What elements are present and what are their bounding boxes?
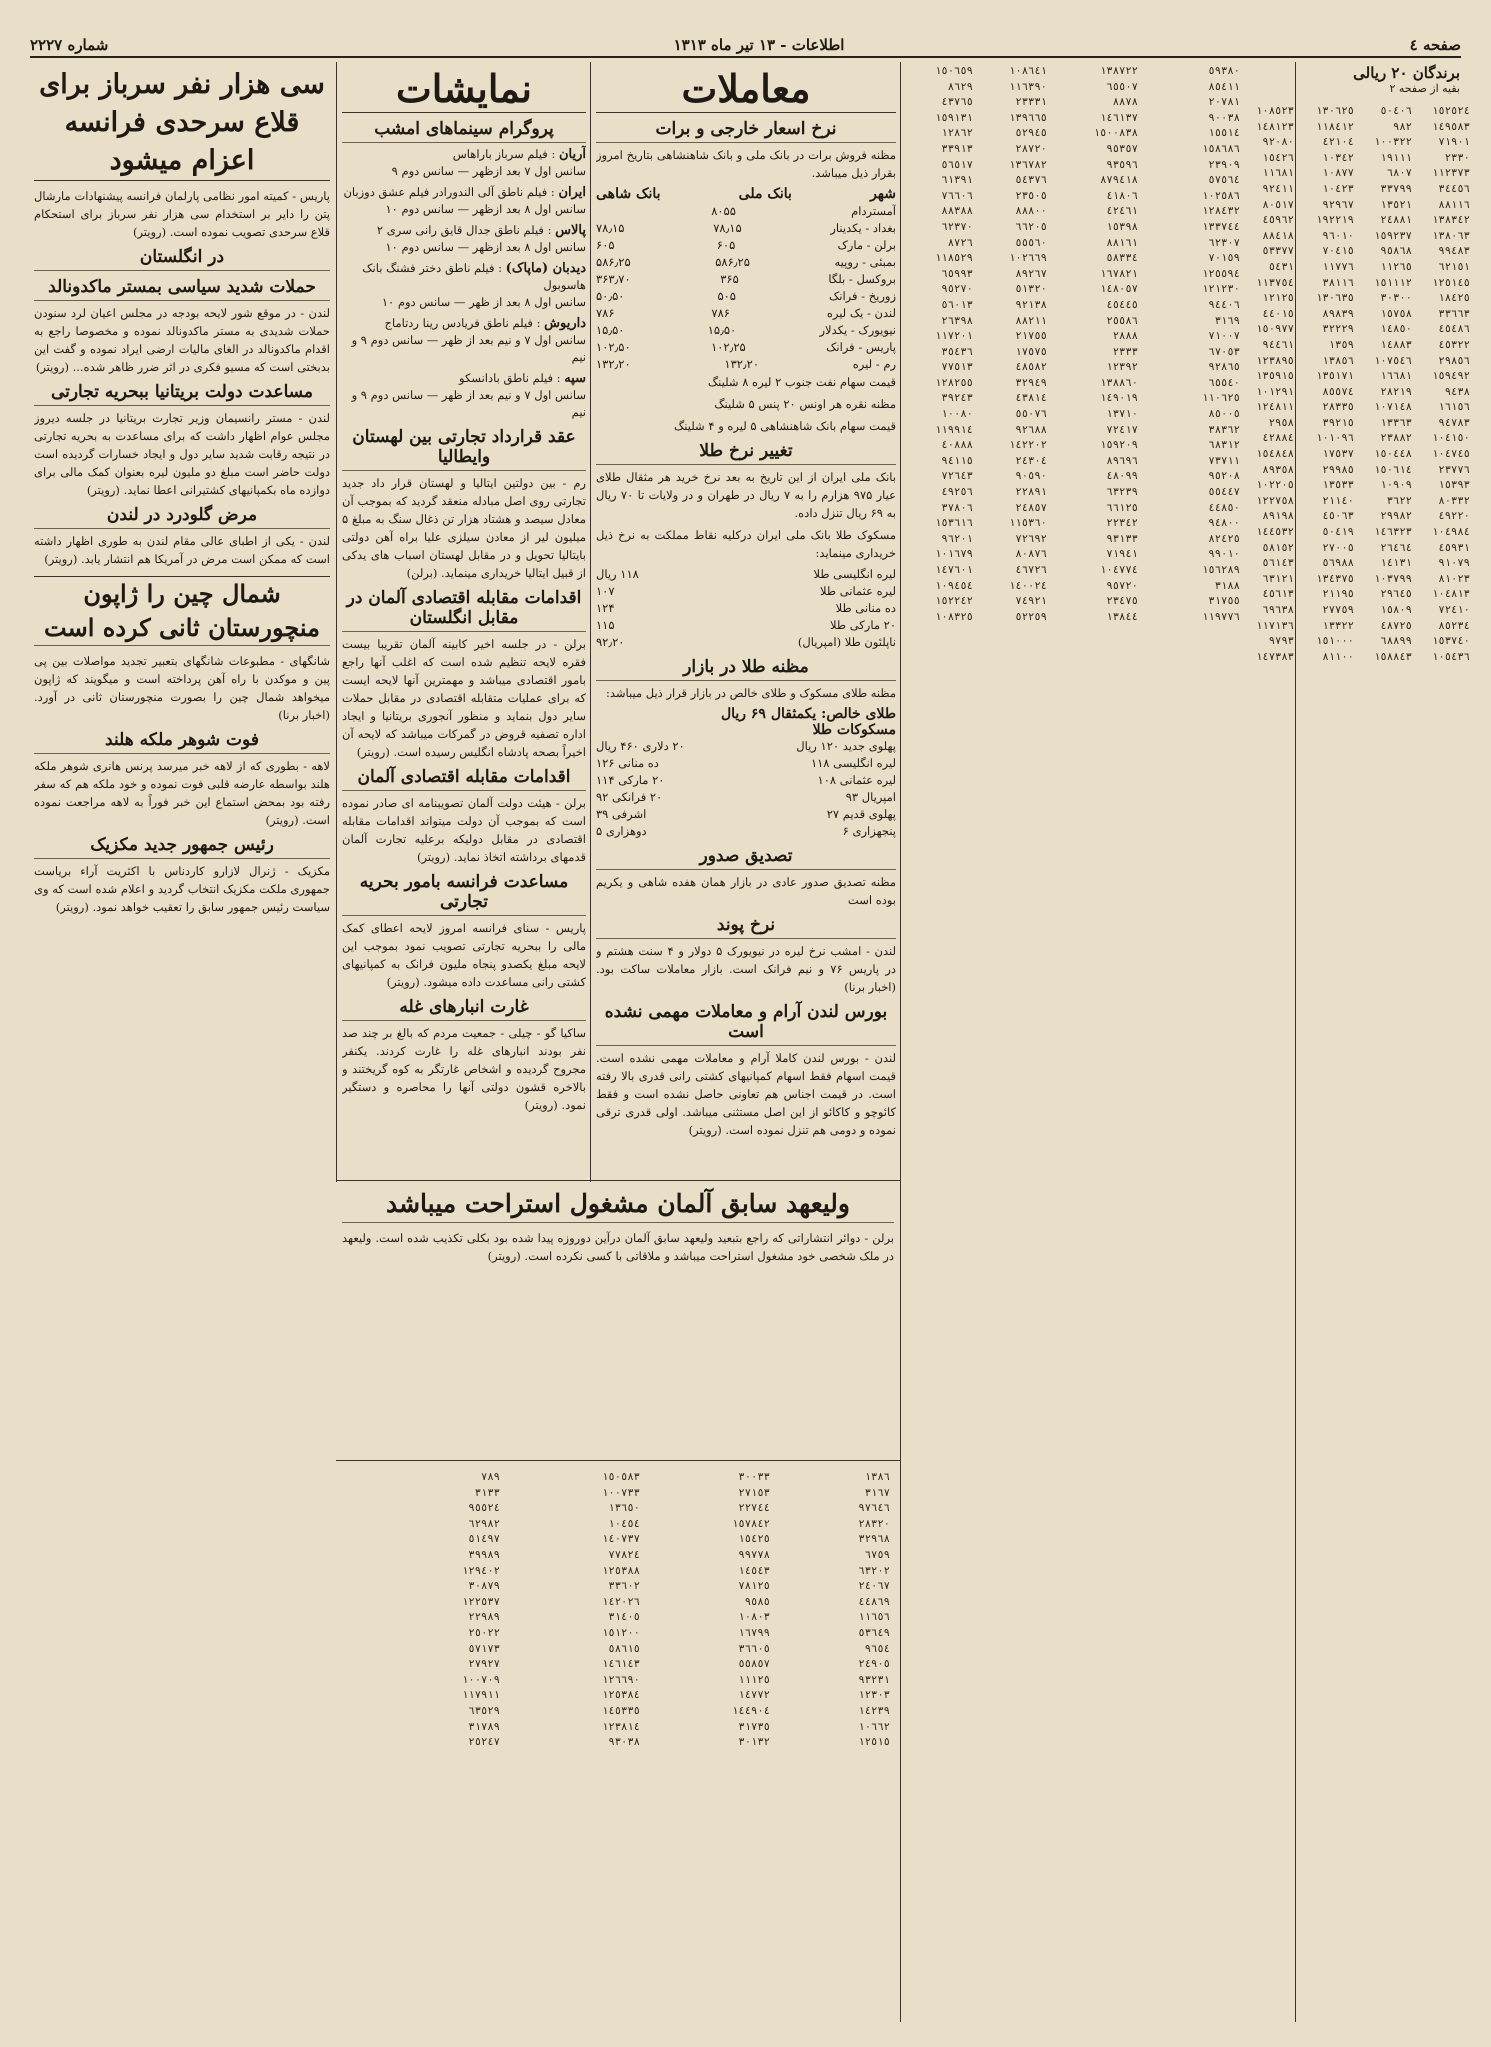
number-column: ٣٠٠٣٣ ٢٧١٥٣ ٢٢٧٤٤ ١٥٧٨٤٢ ١٥٤٢٥ ٩٩٧٧٨ ١٤٥٤٣ ٧٨١٢٥ ٩٥٨٥ ١٠٨٠٣ ١٦٧٩٩ ٣٦٦٠٥ ٥٥٨٥٧ ١١١٢٥ ١٤٧٧٢ ١٤٤٩٠٤ ٣١٧٣٥ ٣٠١٣٢ bbox=[732, 1471, 770, 1749]
bourse-title: بورس لندن آرام و معاملات مهمی نشده است bbox=[596, 1002, 896, 1046]
number-column: ٥٩٣٨٠ ٨٥٤١١ ٢٠٧٨١ ٩٠٠٣٨ ١٥٥١٤ ١٥٨٦٨٦ ٢٣٩٠٩ ٥٧٥٦٤ ١٠٢٥٨٦ ١٢٨٤٣٢ ١٣٣٧٤٤ ٦٢٣٠٧ ٧٠١٥٩ ١٢٥٥٩٤ ١٢١٢٣٠ ٩٤٤٠٦ ٣١٦٩ ٧١٠٠٧ ٦٧٠٥٣ ٩٢٨٦٥ ٦٥٥٤٠ ١١٠٦٢٥ ٨٥٠٠٥ ٣٨٣٦٢ ٦٨٣١٢ ٧٣٧١١ ٩٥٢٠٨ ٥٥٤٤٧ ٤٤٨٥٠ ٩٤٨٠٠ ٨٢٤٢٥ ٩٩٠١٠ ١٥٦٢٨٩ ٣١٨٨ ٣١٧٥٥ ١١٩٧٧٦ bbox=[1202, 65, 1240, 623]
manchu-text: شانگهای - مطبوعات شانگهای بتعبیر تجدید مواصلات بین پی پین و موکدن با راه آهن پرداخته است و میگویند که ژاپون میخواهد شمال چین را بصورت منچورستان ثانی در آورد. (اخبار برنا) bbox=[34, 654, 330, 722]
number-column: ١٠٨٦٤١ ١١٦٣٩٠ ٢٣٣٣١ ١٣٩٦٦٥ ٥٢٩٤٥ ٢٨٧٢٠ ١٣٦٧٨٢ ٥٤٣٧٦ ٢٣٥٠٥ ٨٨٨٠٠ ٦٦٢٠٥ ٥٥٥٦٠ ١٠٢٦٦٩ ٨٩٢٦٧ ٥١٣٢٠ ٩٢١٣٨ ٨٨٢١١ ٢١٧٥٥ ١٧٥٧٥ ٤٨٥٨٢ ٣٢٩٤٩ ٤٣٨١٤ ٥٥٠٧٦ ٩٢٦٨٨ ١٤٢٢٠٢ ٢٤٣٠٤ ٩٠٥٩٠ ٢٢٨٩١ ٢٤٨٥٧ ١١٥٣٦٠ ٧٢٦٩٢ ٨٠٨٧٦ ٤٦٧٢٦ ١٤٠٠٢٤ ٧٤٩٢١ ٥٢٢٥٩ bbox=[1009, 65, 1047, 623]
mexico-title: رئیس جمهور جدید مکزیک bbox=[34, 835, 330, 859]
queen-text: لاهه - بطوری که از لاهه خبر میرسد پرنس هانری شوهر ملکه هلند بواسطه عارضه قلبی فوت نموده و خود ملکه هم که سفر رفته بود بمحض استماع این خبر فوراً به لاهه مراجعت نموده است. (رویتر) bbox=[34, 759, 330, 827]
sidebar-headline: سی هزار نفر سرباز برای قلاع سرحدی فرانسه اعزام میشود bbox=[34, 66, 330, 181]
cinema-entry: داریوش : فیلم ناطق فریادس رینا ردتاماج سانس اول ۷ و نیم بعد از ظهر — سانس دوم ۹ و نیم bbox=[351, 316, 586, 364]
england-title: در انگلستان bbox=[34, 247, 330, 271]
number-column: ١٥٠٥٨٣ ١٠٠٧٣٣ ١٣٦٥٠ ١٠٤٥٤ ١٤٠٧٣٧ ٧٧٨٢٤ ١٢٥٣٨٨ ٣٣٦٠٢ ١٤٢٠٢٦ ٣١٤٠٥ ١٥١٢٠٠ ٥٨٦١٥ ١٤٦١٤٣ ١٢٦٦٩٠ ١٢٥٣٨٤ ١٤٥٣٣٥ ١٢٣٨١٤ ٩٣٠٣٨ bbox=[602, 1471, 640, 1749]
gold-coin-row: ده منانی طلا ۱۲۴ bbox=[596, 601, 896, 615]
fx-row: نیویورک - یکدلار ۱۵٫۵۰ ۱۵٫۵۰ bbox=[596, 323, 896, 337]
program-title: پروگرام سینماهای امشب bbox=[342, 119, 586, 143]
fx-intro: مظنه فروش برات در بانک ملی و بانک شاهنشاهی بتاریخ امروز بقرار ذیل میباشد. bbox=[596, 148, 896, 180]
fx-note: مظنه نقره هر اونس ۲۰ پنس ۵ شلینگ bbox=[714, 397, 896, 411]
column-divider bbox=[900, 62, 901, 2022]
cinema-entry: پالاس : فیلم ناطق جدال قایق رانی سری ۲ سانس اول ۸ بعد ازظهر — سانس دوم ۱۰ bbox=[376, 223, 586, 254]
coins-title: مسکوکات طلا bbox=[812, 722, 896, 738]
attacks-text: لندن - در موقع شور لایحه بودجه در مجلس اعیان لرد سنودن حملات شدیدی به مستر ماکدونالد نموده و مخصوصا راجع به اقدام ماکدونالد در الغای مالیات ارضی ایراد نموده و گفت این بدبختی است که مسیو فکری در اثر ضرر ظاهر شده... (رویتر) bbox=[34, 306, 330, 374]
theater-column bbox=[342, 66, 586, 1176]
number-column: ٧٨٩ ٣١٣٣ ٩٥٥٢٤ ٦٢٩٨٢ ٥١٤٩٧ ٣٩٩٨٩ ١٢٩٤٠٢ ٣٠٨٧٩ ١٢٢٥٣٧ ٢٢٩٨٩ ٢٥٠٢٢ ٥٧١٧٣ ٢٧٩٢٧ ١٠٠٧٠٩ ١١٧٩١١ ٦٣٥٢٩ ٣١٧٨٩ ٢٥٢٤٧ bbox=[462, 1471, 500, 1749]
german-eng-title: اقدامات مقابله اقتصادی آلمان در مقابل انگلستان bbox=[342, 588, 586, 632]
coin-row: لیره عثمانی ۱۰۸ ۲۰ مارکی ۱۱۴ bbox=[596, 773, 896, 787]
gold-rate-title: تغییر نرخ طلا bbox=[596, 441, 896, 465]
section-divider bbox=[336, 1460, 900, 1461]
coin-row: پهلوی قدیم ۲۷ اشرفی ۳۹ bbox=[596, 807, 896, 821]
muamelat-column bbox=[596, 66, 896, 1176]
pound-title: نرخ پوند bbox=[596, 915, 896, 939]
column-divider bbox=[336, 62, 337, 1182]
trade-title: عقد قرارداد تجارتی بین لهستان وایطالیا bbox=[342, 427, 586, 471]
lead-text: پاریس - کمیته امور نظامی پارلمان فرانسه پیشنهادات مارشال پتن را دایر بر استخدام سی هزار نفر سرباز برای استحکام قلاع سرحدی تصویب نموده است. (رویتر) bbox=[34, 189, 330, 239]
paper-date: اطلاعات - ۱۳ تیر ماه ۱۳۱۳ bbox=[673, 36, 845, 54]
gold-disease-text: لندن - یکی از اطبای عالی مقام لندن به طوری اظهار داشته است که ممکن است مرض در آمریکا هم انتشار یابد. (رویتر) bbox=[34, 534, 330, 566]
attacks-title: حملات شدید سیاسی بمستر ماکدونالد bbox=[34, 277, 330, 301]
queen-title: فوت شوهر ملکه هلند bbox=[34, 730, 330, 754]
french-ship-title: مساعدت فرانسه بامور بحریه تجارتی bbox=[342, 872, 586, 916]
fx-row: لندن - یک لیره ۷۸۶ ۷۸۶ bbox=[596, 306, 896, 320]
navy-text: لندن - مستر رانسیمان وزیر تجارت بریتانیا در جلسه دیروز مجلس عوام اظهار داشت که برای مساعدت به بحریه تجارتی در نتیجه رقابت شدید سایر دول و ایجاد خسارات گردیده است دولت حاضر است مبلغ دو ملیون لیره بعنوان کمک مالی برای دوازده ماه بکمپانیهای کشتیرانی اعطا نماید. (رویتر) bbox=[34, 411, 330, 497]
lottery-number-column: ٥٠٤٠٦ ٩٨٢ ١٠٠٣٢٢ ١٩١١١ ٦٨٠٧ ٣٣٧٩٩ ١٣٥٢١ ٢٤٨٨١ ١٥٩٢٣٧ ٩٥٨٦٨ ١١٢٦٥ ١٥١١١٢ ٣٠٣٠٠ ١٥٧٥٨ ١٤٨٥٠ ١٤٨٨٣ ١٠٧٥٤٦ ١٦٦٨١ ٢٨٢١٩ ١٠٧١٤٨ ١٣٣٦٣ ٢٣٨٨٢ ١٥٠٤٤٨ ١٥٠٦١٤ ١٠٩٠٩ ٣٦٢٢ ٢٩٩٨٢ ١٤٦٣٢٣ ٢٦٤٦٤ ١٤١٣١ ١٠٣٧٩٩ ٢٩٦٤٥ ١٥٨٠٩ ٤٨٧٢٥ ٦٨٨٩٩ ١٥٨٨٤٣ bbox=[1374, 105, 1412, 663]
cinema-entry: آریان : فیلم سرباز باراهاس سانس اول ۷ بعد ازظهر — سانس دوم ۹ bbox=[391, 147, 586, 178]
granary-title: غارت انبارهای غله bbox=[342, 997, 586, 1021]
page-label: صفحه ٤ bbox=[1409, 36, 1461, 54]
gold-coin-row: لیره عثمانی طلا ۱۰۷ bbox=[596, 584, 896, 598]
german-eco-text: برلن - هیئت دولت آلمان تصویبنامه ای صادر نموده است که بموجب آن دولت میتواند اقدامات مقابله اقتصادی در مقابل دولیکه برعلیه تجارت آلمان قدمهای برداشته اتخاذ نماید. (رویتر) bbox=[342, 796, 586, 864]
pound-text: لندن - امشب نرخ لیره در نیویورک ۵ دولار و ۴ سنت هشتم و در پاریس ۷۶ و نیم فرانک است. بازار معاملات ساکت بود. (اخبار برنا) bbox=[596, 944, 896, 994]
lottery-number-column: ١٥٢٥٢٤ ١٤٩٥٨٣ ٧١٩٠١ ٢٣٣٠ ١١٢٣٧٣ ٣٤٤٥٦ ٨٨١١٦ ١٣٨٣٤٢ ١٣٨٠٦٣ ٩٩٤٨٣ ٦٢١٥١ ١٢٥١٤٥ ١٨٤٢٥ ٣٣٦٦٣ ٤٥٤٨٦ ٤٥٣٢٢ ٢٩٨٥٦ ١٥٩٤٩٢ ٩٤٣٨ ١٦١٥٦ ٩٤٧٨٣ ١٠٤١٥٠ ١٠٤٧٤٥ ٢٣٧٧٦ ١٥٣٩٣ ٨٠٣٣٢ ٤٩٢٢٠ ١٠٤٩٨٤ ٤٥٩٣١ ٩١٠٧٩ ٨١٠٢٣ ١٠٤٨١٣ ٧٢٤١٠ ٨٥٢٣٤ ١٥٣٧٤٠ ١٠٥٤٣٦ bbox=[1432, 105, 1470, 663]
fx-row: آمستردام ۸۰۵۵ bbox=[711, 204, 896, 218]
sidebar-column bbox=[34, 66, 330, 2026]
gold-market-text: مظنه طلای مسکوک و طلای خالص در بازار قرار ذیل میباشد: bbox=[605, 686, 896, 700]
cinema-entry: دیدبان (ماپاک) : فیلم ناطق دختر فشنگ بانک هاسوبول سانس اول ۸ بعد از ظهر — سانس دوم ۱۰ bbox=[362, 261, 586, 309]
fx-note: قیمت سهام بانک شاهنشاهی ۵ لیره و ۴ شلینگ bbox=[674, 419, 896, 433]
number-column: ١٣٨٦ ٣١٦٧ ٩٧٦٤٦ ٢٨٣٢٠ ٣٢٩٦٨ ٦٧٥٩ ٦٣٢٠٢ ٢٤٠٦٧ ٤٤٨٦٩ ١١٦٥٦ ٥٣٦٤٩ ٩٦٥٤ ٢٤٩٠٥ ٩٣٢٣١ ١٢٣٠٣ ١٤٢٣٩ ١٠٦٦٢ ١٢٥١٥ bbox=[858, 1471, 890, 1749]
french-ship-text: پاریس - سنای فرانسه امروز لایحه اعطای کمک مالی را ببحریه تجارتی تصویب نمود بموجب این لایحه مبلغ یکصدو پنجاه ملیون فرانک به کمپانیهای کشتی رانی مساعدت داده میشود. (رویتر) bbox=[342, 921, 586, 989]
mexico-text: مکزیک - ژنرال لازارو کاردناس با اکثریت آراء بریاست جمهوری ملکت مکزیک انتخاب گردید و اعلام شده است که وی سیاست رئیس جمهور سابق را تعقیب خواهد نمود. (رویتر) bbox=[34, 864, 330, 914]
gold-rate-text: بانک ملی ایران از این تاریخ به بعد نرخ خرید هر مثقال طلای عیار ۹۷۵ هزارم را به ۷ ریال در طهران و در ولایات تا ۷۰ ریال به ۶۹ ریال تنزل داده. bbox=[596, 470, 896, 520]
navy-title: مساعدت دولت بریتانیا ببحریه تجارتی bbox=[34, 382, 330, 406]
column-divider bbox=[1295, 62, 1296, 2022]
cinema-entry: ایران : فیلم ناطق آلی الندورادر فیلم عشق دوزبان سانس اول ۸ بعد ازظهر — سانس دوم ۱۰ bbox=[343, 185, 586, 216]
gold-disease-title: مرض گلودرد در لندن bbox=[34, 505, 330, 529]
muamelat-title: معاملات bbox=[596, 66, 896, 113]
gold-coin-row: ناپلئون طلا (امپریال) ۹۲٫۲۰ bbox=[596, 635, 896, 649]
gold-coin-text: مسکوک طلا بانک ملی ایران درکلیه نقاط مملکت به نرخ ذیل خریداری مینماید: bbox=[596, 528, 896, 560]
export-text: مظنه تصدیق صدور عادی در بازار همان هفده شاهی و یکریم بوده است bbox=[596, 875, 896, 907]
lottery-number-column: ١٣٠٦٢٥ ١١٨٤١٢ ٤٢١٠٤ ١٠٣٤٢ ١٠٨٧٧ ١٠٤٢٣ ٩٢٩٦٧ ١٩٢٢١٩ ٩٦٠١٠ ٧٠٤١٥ ١١٧٧٦ ٣٨١١٦ ١٣٠٦٣٥ ٨٩٨٣٩ ٣٢٢٢٩ ١٣٥٩ ١٣٨٥٦ ١٣٥١٧١ ٨٥٥٧٤ ٢٨٣٣٥ ٣٩٢١٥ ١٠١٠٩٦ ١٧٥٣٧ ٢٩٩٨٥ ١٣٥٣٣ ٢١١٤٠ ٤٥٠٦٣ ٥٠٤١٩ ٢٧٠٠٥ ٥٦٩٨٨ ١٣٤٣٧٥ ٢١١٩٥ ٢٧٧٥٩ ١٣٣٢٢ ١٥١٠٠٠ ٨١١٠٠ bbox=[1316, 105, 1354, 663]
gold-coin-row: ۲۰ مارکی طلا ۱۱۵ bbox=[596, 618, 896, 632]
manchu-headline: شمال چین را ژاپون منچورستان ثانی کرده است bbox=[34, 576, 330, 646]
gold-pure: طلای خالص: یکمثقال ۶۹ ریال bbox=[720, 706, 896, 722]
masthead bbox=[30, 34, 1461, 58]
gold-market-title: مظنه طلا در بازار bbox=[596, 657, 896, 681]
number-column: ١٣٨٧٢٢ ٦٥٥٠٧ ٨٨٧٨ ١٤٦١٣٧ ١٥٠٠٨٣٨ ٩٥٣٥٧ ٩٣٥٩٦ ٨٧٩٤١٨ ٤١٨٠٦ ٤٢٤٦١ ١٥٣٩٨ ٨٨١٦١ ٥٨٣٣٤ ١٦٧٨٢١ ١٤٨٠٥٧ ٤٥٤٤٥ ٢٥٥٨٦ ٢٨٨٨ ٢٣٣٣ ١٢٣٩٢ ١٣٨٨٦٠ ١٤٩٠١٩ ١٣٧١٠ ٧٢٤١٧ ١٥٩٢٠٩ ٨٩٦٩٦ ٤٨٠٩٩ ٦٣٢٣٩ ٦٦١٢٥ ٢٢٣٤٢ ٩٣١٣٣ ٧١٩٤١ ١٠٤٧٧٤ ٩٥٧٢٠ ٢٣٤٧٥ ١٣٨٤٤ bbox=[1093, 65, 1138, 623]
fx-row: برلن - مارک ۶۰۵ ۶۰۵ bbox=[596, 238, 896, 252]
gold-coin-row: لیره انگلیسی طلا ۱۱۸ ریال bbox=[596, 567, 896, 581]
issue-label: شماره ۲۲۲۷ bbox=[30, 36, 109, 54]
coin-row: پهلوی جدید ۱۲۰ ریال ۲۰ دلاری ۴۶۰ ریال bbox=[596, 739, 896, 753]
fx-title: نرخ اسعار خارجی و برات bbox=[596, 119, 896, 143]
crown-prince-text: برلن - دوائر انتشاراتی که راجع بتبعید ولیعهد سابق آلمان درآین دوروزه پیدا شده بود بکلی تکذیب شده است. ولیعهد در ملک شخصی خود مشغول استراحت میباشد و ملاقاتی با کسی نکرده است. (رویتر) bbox=[342, 1231, 894, 1263]
theater-title: نمایشات bbox=[342, 66, 586, 113]
german-eng-text: برلن - در جلسه اخیر کابینه آلمان تقریبا بیست فقره لایحه تنظیم شده است که اغلب آنها راجع بامور اقتصادی میباشد و مهمترین آنها لایحه ایست که برای عملیات متقابله اقتصادی در مقابل حملات سایر دول بنماید و منظور آنجوری بریتانیا و ایجاد اداره تصفیه قروض در گمرکات میباشد که لایحه آن اخیراً بصحه پادشاه انگلیس رسیده است. (رویتر) bbox=[342, 637, 586, 759]
fx-row: بغداد - یکدینار ۷۸٫۱۵ ۷۸٫۱۵ bbox=[596, 221, 896, 235]
fx-note: قیمت سهام نفت جنوب ۲ لیره ۸ شلینگ bbox=[707, 375, 896, 389]
granary-text: ساکیا گو - چیلی - جمعیت مردم که بالغ بر چند صد نفر بودند انبارهای غله را غارت کردند. یکنفر مجروح گردیده و اشخاص غارتگر به کوه گریختند و بالاخره قشون دولتی آنها را محاصره و دستگیر نمود. (رویتر) bbox=[342, 1026, 586, 1112]
column-divider bbox=[590, 62, 591, 1182]
lottery-subheading: بقیه از صفحه ۲ bbox=[1389, 82, 1460, 95]
fx-row: زوریخ - فرانک ۵۰۵ ۵۰٫۵۰ bbox=[596, 289, 896, 303]
german-eco-title: اقدامات مقابله اقتصادی آلمان bbox=[342, 767, 586, 791]
section-divider bbox=[336, 1180, 900, 1181]
trade-text: رم - بین دولتین ایتالیا و لهستان قرار داد جدید تجارتی روی اصل مبادله منعقد گردید که بموجب آن معادل سیصد و هشتاد هزار تن ذغال سنگ به مبلغ ۵ میلیون لیر از معادن سیلزی علیا براه آهن دولتی بایتالیا تحویل و در مقابل لهستان اسباب های یدکی از قبیل ایتالیا خریداری مینماید. (برلن) bbox=[342, 476, 586, 580]
coin-row: پنجهزاری ۶ دوهزاری ۵ bbox=[596, 824, 896, 838]
fx-row: بمبئی - روپیه ۵۸۶٫۲۵ ۵۸۶٫۲۵ bbox=[596, 255, 896, 269]
lottery-heading: برندگان ۲۰ ریالی bbox=[1353, 64, 1460, 82]
export-title: تصدیق صدور bbox=[596, 846, 896, 870]
fx-header-row: شهر بانک ملی بانک شاهی bbox=[596, 186, 896, 202]
fx-row: بروکسل - بلگا ۳۶۵ ۳۶۳٫۷۰ bbox=[596, 272, 896, 286]
coin-row: امپریال ۹۳ ۲۰ فرانکی ۹۲ bbox=[596, 790, 896, 804]
lottery-number-column: ١٠٨٥٢٣ ١٤٨١٢٣ ٩٢٠٨٠ ١٥٤٢٦ ١١٦٨١ ٩٢٤١١ ٨٠٥١٧ ٤٥٩٦٢ ٨٨٤١٨ ٥٣٣٧٧ ٥٤٣١ ١١٣٧٥٤ ١٢١٢٥ ٤٤٠١٥ ١٥٠٩٧٧ ٩٤٤٦١ ١٢٣٨٩٥ ١٣٥٩١٥ ١٠١٢٩١ ١٢٤٨١١ ٢٩٥٨ ٤٢٨٨٤ ١٥٤٨٤٨ ٨٩٣٥٨ ١٠٢٢٠٥ ١٢٢٧٥٨ ٨٩١٩٨ ١٤٤٥٣٢ ٥٨١٥٢ ٥٦١٤٣ ٦٣١٢١ ٤٥٦١٣ ٦٩٦٣٨ ١١٧١٣٦ ٩٧٩٣ ١٤٧٣٨٣ bbox=[1256, 105, 1294, 663]
crown-prince-article bbox=[342, 1186, 894, 1454]
crown-prince-headline: ولیعهد سابق آلمان مشغول استراحت میباشد bbox=[342, 1186, 894, 1223]
coin-row: لیره انگلیسی ۱۱۸ ده منانی ۱۲۶ bbox=[596, 756, 896, 770]
cinema-entry: سپه : فیلم ناطق بادانسکو سانس اول ۷ و نیم بعد از ظهر — سانس دوم ۹ و نیم bbox=[351, 371, 586, 419]
fx-row: پاریس - فرانک ۱۰۲٫۲۵ ۱۰۲٫۵۰ bbox=[596, 340, 896, 354]
bourse-text: لندن - بورس لندن کاملا آرام و معاملات مهمی نشده است. قیمت اسهام فقط اسهام کمپانیهای کشتی رانی قدری بالا رفته است. در قیمت اجناس هم تعاونی حاصل نشده است و فقط کائوچو و کاکائو از این اصل مستثنی میباشد. اولی قدری ترقی نموده و دومی هم تنزل نموده است. (رویتر) bbox=[596, 1051, 896, 1137]
number-column: ١٥٠٦٥٩ ٨٦٢٩ ٤٣٧٦٥ ١٥٩١٣١ ١٢٨٦٢ ٣٣٩١٣ ٥٦٥١٧ ٦١٣٩١ ٧٦٦٠٦ ٨٨٣٨٨ ٦٢٣٧٠ ٨٧٢٦ ١١٨٥٢٩ ٦٥٩٩٣ ٩٥٢٧٠ ٥٦٠١٣ ٢٦٣٩٨ ١١٧٢٠١ ٣٥٤٣٦ ٧٧٥١٣ ١٢٨٢٥٥ ٣٩٢٤٣ ١٠٠٨٠ ١١٩٩١٤ ٤٠٨٨٨ ٩٤١١٥ ٧٢٦٤٣ ٤٩٢٥٦ ٣٧٨٠٦ ١٥٣٦١٦ ٩٦٢٠١ ١٠١٦٧٩ ١٤٧٦٠١ ١٠٩٤٥٤ ١٥٢٢٤٢ ١٠٨٣٢٥ bbox=[935, 65, 973, 623]
fx-row: رم - لیره ۱۳۲٫۲۰ ۱۳۲٫۲۰ bbox=[596, 357, 896, 371]
